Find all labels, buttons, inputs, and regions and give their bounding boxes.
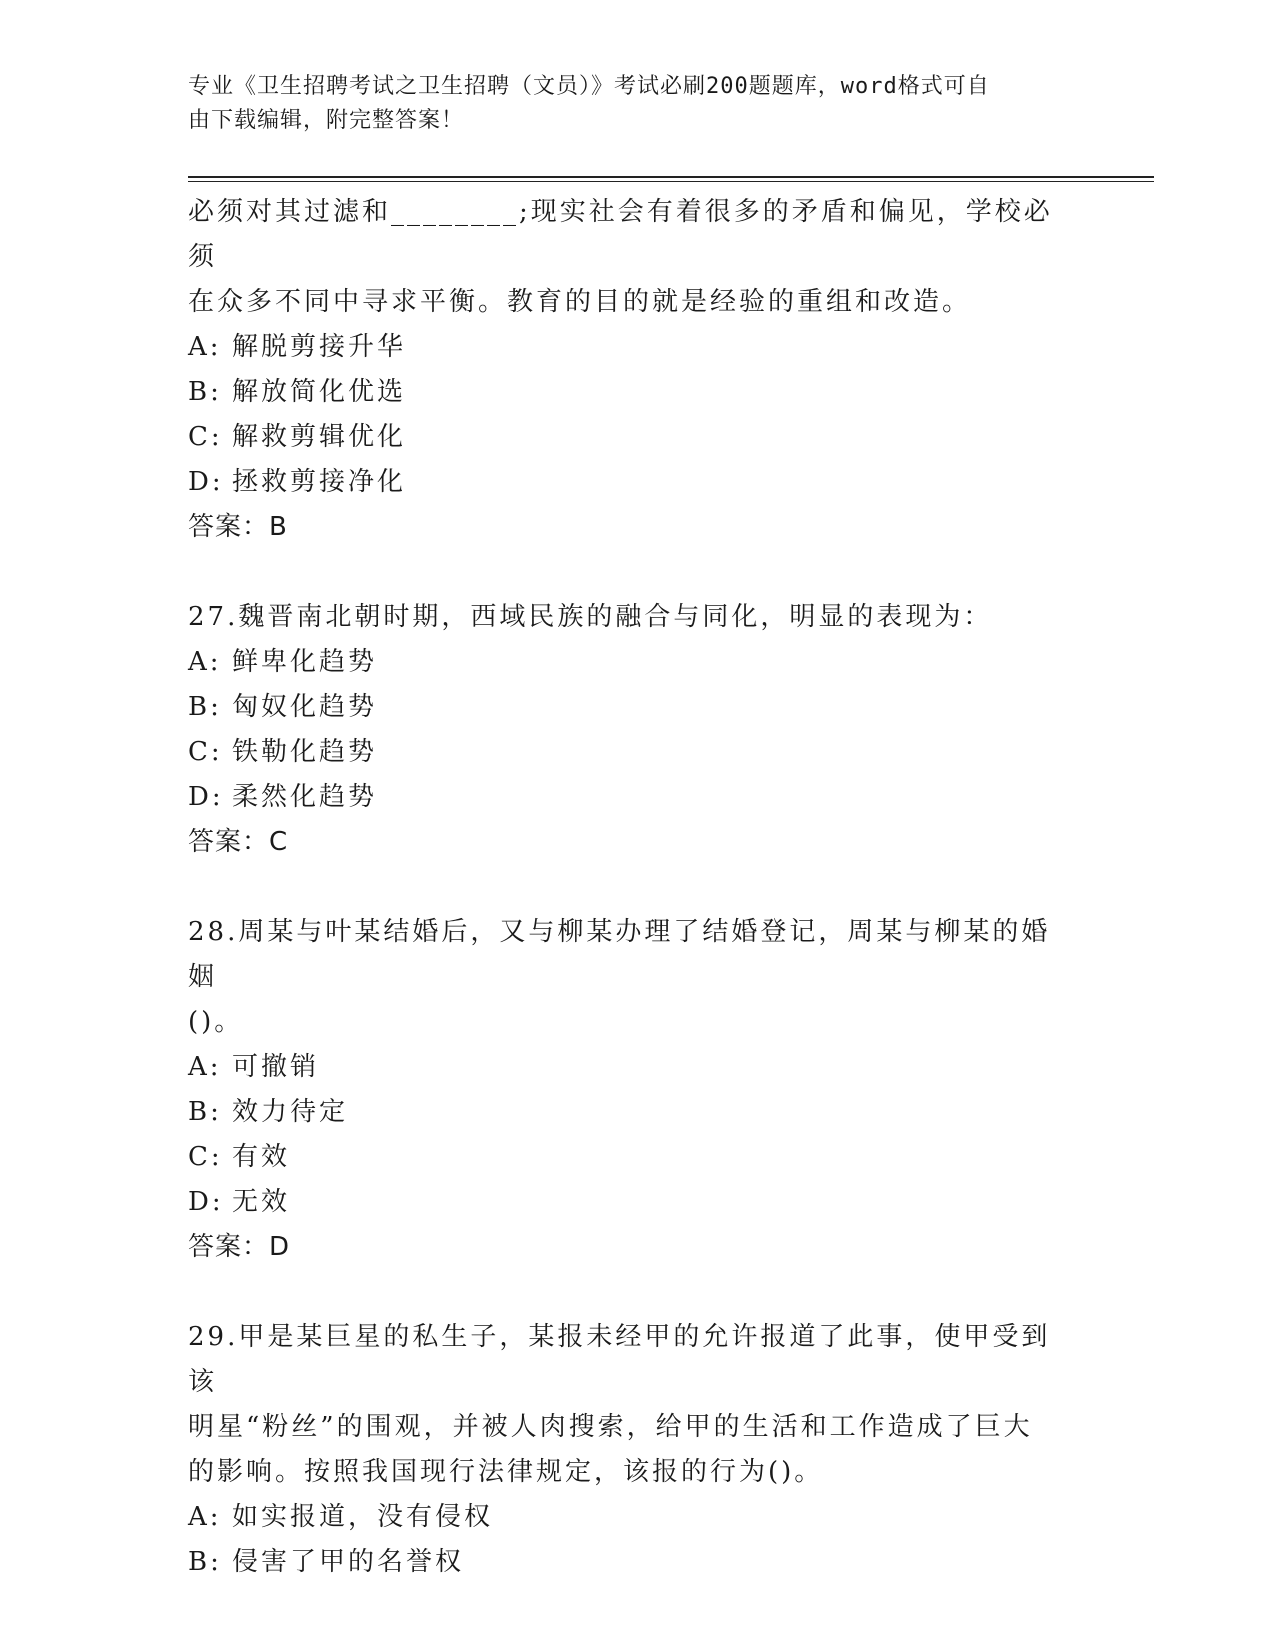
option-key: D: bbox=[188, 1187, 224, 1217]
option-text: 铁勒化趋势 bbox=[232, 737, 378, 767]
option-key: C: bbox=[188, 1142, 223, 1172]
option-d bbox=[188, 775, 1154, 820]
option-key: B: bbox=[188, 1097, 222, 1127]
question-28 bbox=[188, 910, 1154, 1270]
option-text: 解救剪辑优化 bbox=[232, 422, 407, 452]
option-text: 可撤销 bbox=[232, 1052, 320, 1082]
option-key: A: bbox=[188, 332, 222, 362]
header-line-1: 专业《卫生招聘考试之卫生招聘（文员）》考试必刷200题题库，word格式可自 bbox=[188, 74, 990, 99]
question-text bbox=[188, 190, 1068, 325]
answer: 答案：C bbox=[188, 827, 289, 857]
header-divider bbox=[188, 176, 1154, 178]
question-26 bbox=[188, 190, 1154, 550]
question-text-line: 必须对其过滤和________;现实社会有着很多的矛盾和偏见，学校必须 bbox=[188, 197, 1053, 272]
option-key: D: bbox=[188, 782, 224, 812]
option-text: 解脱剪接升华 bbox=[232, 332, 407, 362]
option-d bbox=[188, 460, 1154, 505]
option-b bbox=[188, 370, 1154, 415]
option-text: 拯救剪接净化 bbox=[232, 467, 407, 497]
question-list bbox=[188, 190, 1154, 1585]
option-key: B: bbox=[188, 1547, 222, 1577]
option-key: A: bbox=[188, 1502, 222, 1532]
question-text bbox=[188, 1315, 1068, 1495]
option-text: 柔然化趋势 bbox=[232, 782, 378, 812]
question-text-line: 28.周某与叶某结婚后，又与柳某办理了结婚登记，周某与柳某的婚姻 bbox=[188, 917, 1051, 992]
answer: 答案：B bbox=[188, 512, 288, 542]
question-text-line: 29.甲是某巨星的私生子，某报未经甲的允许报道了此事，使甲受到该 bbox=[188, 1322, 1051, 1397]
question-text bbox=[188, 910, 1068, 1045]
question-text-line: 明星“粉丝”的围观，并被人肉搜索，给甲的生活和工作造成了巨大 bbox=[188, 1412, 1033, 1442]
option-d bbox=[188, 1180, 1154, 1225]
document-page bbox=[188, 70, 1154, 1585]
question-text-line: 的影响。按照我国现行法律规定，该报的行为()。 bbox=[188, 1457, 824, 1487]
header-line-2: 由下载编辑，附完整答案！ bbox=[188, 108, 465, 133]
option-text: 如实报道，没有侵权 bbox=[232, 1502, 494, 1532]
question-27 bbox=[188, 595, 1154, 865]
option-c bbox=[188, 730, 1154, 775]
question-text-line: ()。 bbox=[188, 1007, 244, 1037]
header-divider-thin bbox=[188, 181, 1154, 182]
option-text: 解放简化优选 bbox=[232, 377, 407, 407]
option-key: D: bbox=[188, 467, 224, 497]
option-a bbox=[188, 1495, 1154, 1540]
question-29 bbox=[188, 1315, 1154, 1585]
option-b bbox=[188, 685, 1154, 730]
option-text: 匈奴化趋势 bbox=[232, 692, 378, 722]
question-text bbox=[188, 595, 1068, 640]
option-key: B: bbox=[188, 692, 222, 722]
question-text-line: 27.魏晋南北朝时期，西域民族的融合与同化，明显的表现为： bbox=[188, 602, 993, 632]
option-text: 侵害了甲的名誉权 bbox=[232, 1547, 465, 1577]
option-text: 效力待定 bbox=[232, 1097, 349, 1127]
option-text: 无效 bbox=[232, 1187, 291, 1217]
option-b bbox=[188, 1090, 1154, 1135]
option-text: 有效 bbox=[232, 1142, 291, 1172]
option-a bbox=[188, 1045, 1154, 1090]
document-header bbox=[188, 70, 1068, 138]
answer: 答案：D bbox=[188, 1232, 291, 1262]
option-key: C: bbox=[188, 422, 223, 452]
option-key: A: bbox=[188, 1052, 222, 1082]
option-c bbox=[188, 1135, 1154, 1180]
question-text-line: 在众多不同中寻求平衡。教育的目的就是经验的重组和改造。 bbox=[188, 287, 972, 317]
option-c bbox=[188, 415, 1154, 460]
option-a bbox=[188, 325, 1154, 370]
option-key: A: bbox=[188, 647, 222, 677]
option-a bbox=[188, 640, 1154, 685]
option-key: B: bbox=[188, 377, 222, 407]
option-key: C: bbox=[188, 737, 223, 767]
option-text: 鲜卑化趋势 bbox=[232, 647, 378, 677]
option-b bbox=[188, 1540, 1154, 1585]
